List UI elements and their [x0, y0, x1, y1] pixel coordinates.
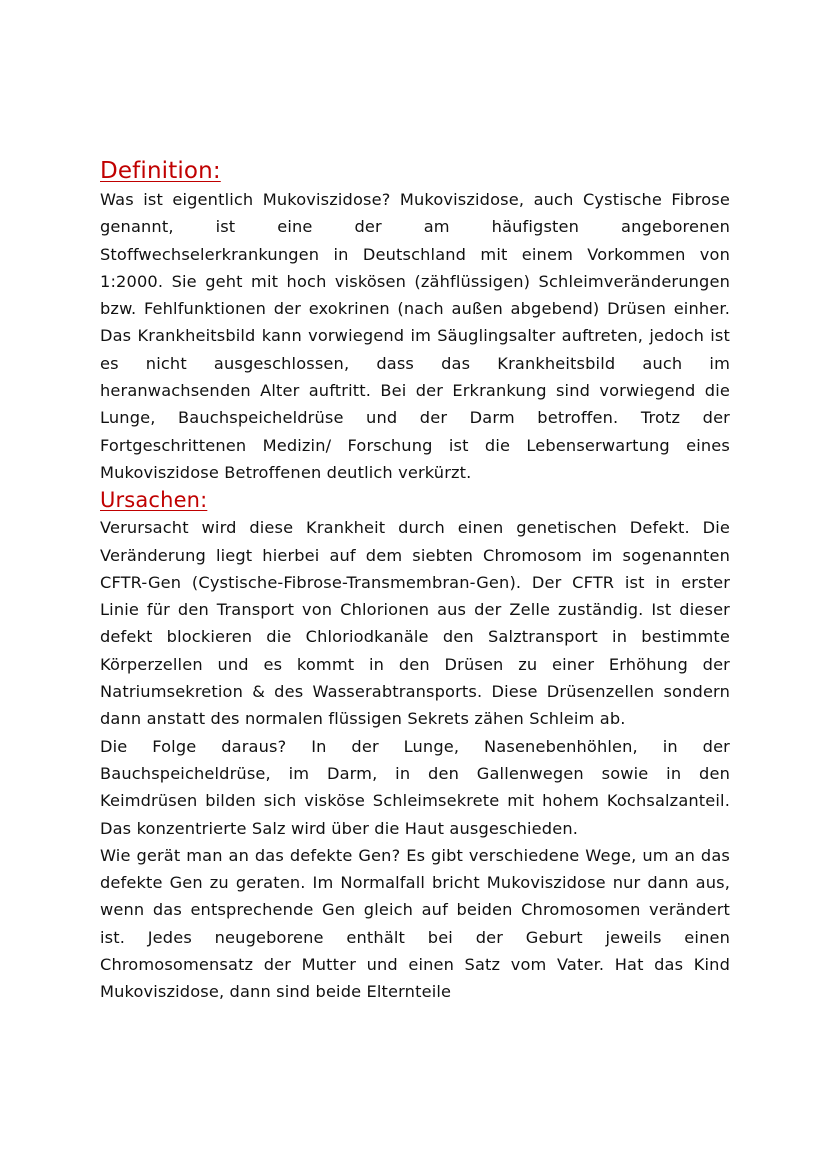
- document-body: [100, 156, 730, 1006]
- ursachen-paragraph-2: Die Folge daraus? In der Lunge, Nasenebenhöhlen, in der Bauchspeicheldrüse, im Darm, in den Gallenwegen sowie in den Keimdrüsen bilden sich visköse Schleimsekrete mit hohem Kochsalzanteil. Das konzentrierte Salz wird über die Haut ausgeschieden.: [100, 736, 730, 838]
- section-heading-ursachen: Ursachen:: [100, 488, 208, 513]
- definition-paragraph: Was ist eigentlich Mukoviszidose? Mukoviszidose, auch Cystische Fibrose genannt, ist eine der am häufigsten angeborenen Stoffwechselerkrankungen in Deutschland mit einem Vorkommen von 1:2000. Sie geht mit hoch viskösen (zähflüssigen) Schleimveränderungen bzw. Fehlfunktionen der exokrinen (nach außen abgebend) Drüsen einher. Das Krankheitsbild kann vorwiegend im Säuglingsalter auftreten, jedoch ist es nicht ausgeschlossen, dass das Krankheitsbild auch im heranwachsenden Alter auftritt. Bei der Erkrankung sind vorwiegend die Lunge, Bauchspeicheldrüse und der Darm betroffen. Trotz der Fortgeschrittenen Medizin/ Forschung ist die Lebenserwartung eines Mukoviszidose Betroffenen deutlich verkürzt.: [100, 190, 730, 482]
- ursachen-paragraph-1: Verursacht wird diese Krankheit durch einen genetischen Defekt. Die Veränderung liegt hierbei auf dem siebten Chromosom im sogenannten CFTR-Gen (Cystische-Fibrose-Transmembran-Gen). Der CFTR ist in erster Linie für den Transport von Chlorionen aus der Zelle zuständig. Ist dieser defekt blockieren die Chloriodkanäle den Salztransport in bestimmte Körperzellen und es kommt in den Drüsen zu einer Erhöhung der Natriumsekretion & des Wasserabtransports. Diese Drüsenzellen sondern dann anstatt des normalen flüssigen Sekrets zähen Schleim ab.: [100, 518, 730, 729]
- ursachen-paragraph-3: Wie gerät man an das defekte Gen? Es gibt verschiedene Wege, um an das defekte Gen zu geraten. Im Normalfall bricht Mukoviszidose nur dann aus, wenn das entsprechende Gen gleich auf beiden Chromosomen verändert ist. Jedes neugeborene enthält bei der Geburt jeweils einen Chromosomensatz der Mutter und einen Satz vom Vater. Hat das Kind Mukoviszidose, dann sind beide Elternteile: [100, 845, 730, 1002]
- section-heading-definition: Definition:: [100, 158, 221, 184]
